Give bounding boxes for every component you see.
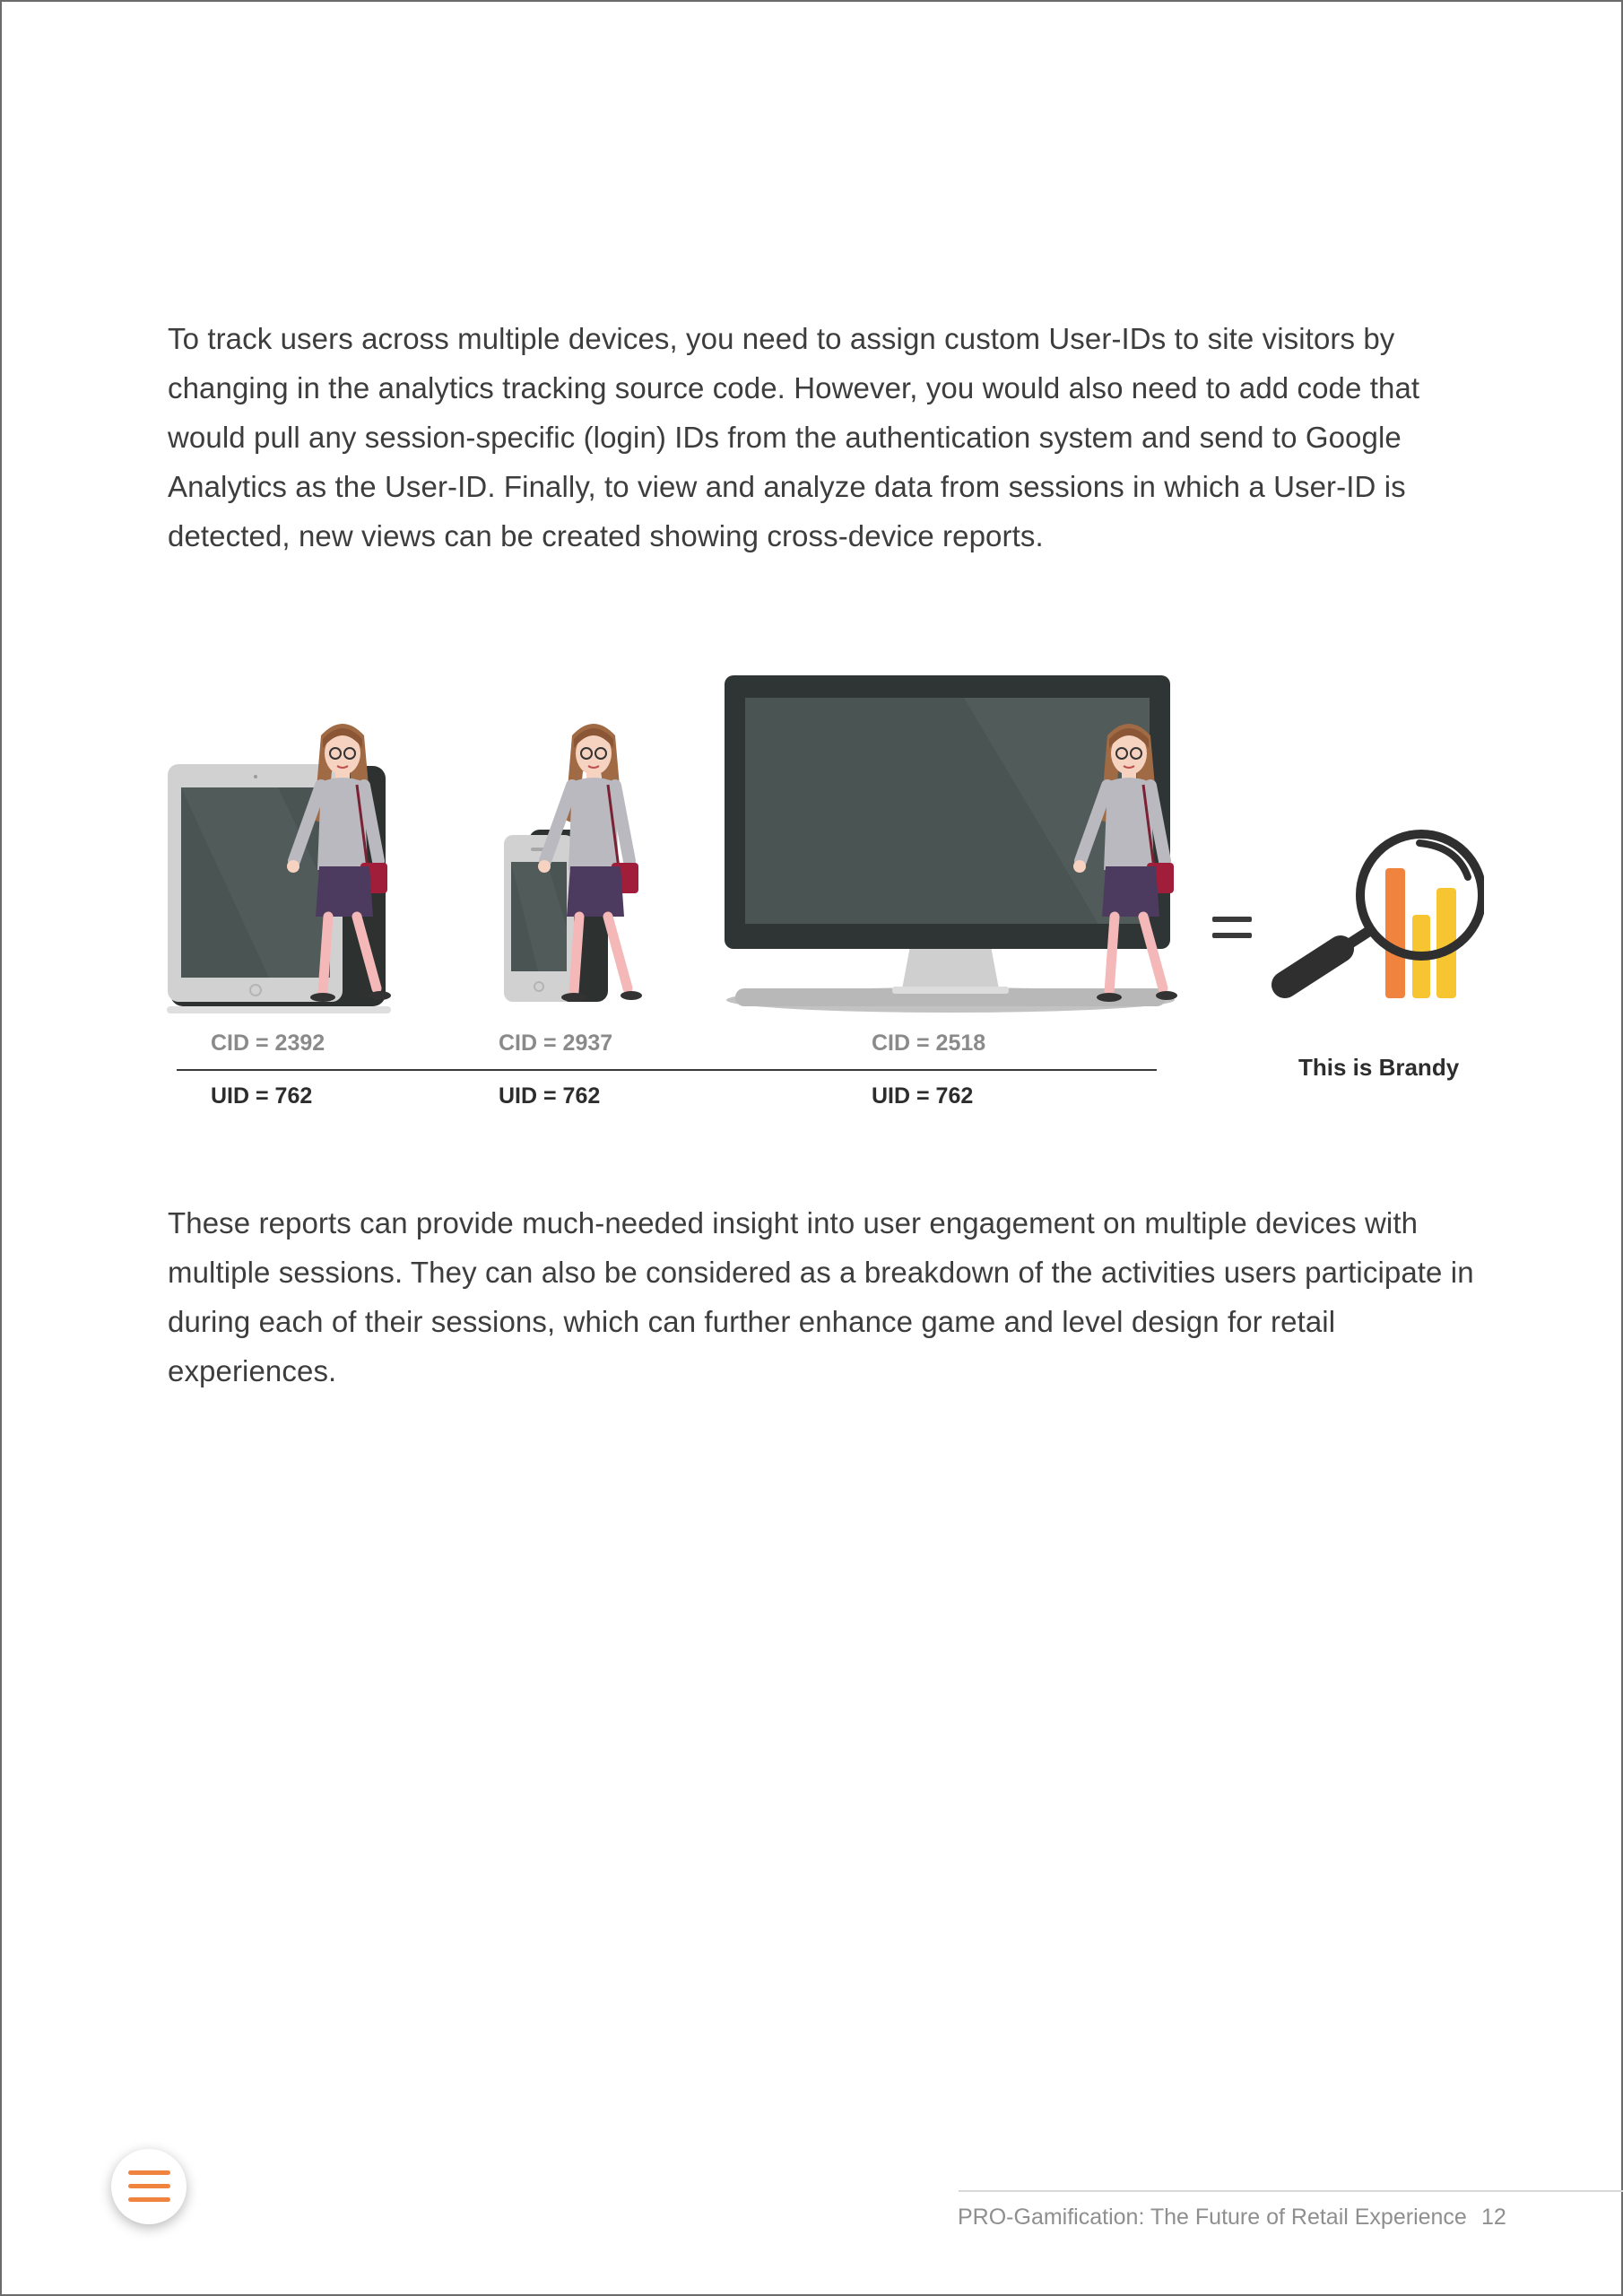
footer-document-title: PRO-Gamification: The Future of Retail Experience [958,2205,1467,2230]
woman-figure-icon [536,718,662,1009]
woman-figure-icon [1072,718,1197,1009]
menu-button[interactable] [111,2149,187,2224]
device-uid-label: UID = 762 [872,1083,974,1109]
reports-paragraph: These reports can provide much-needed insight into user engagement on multiple devices with multiple sessions. They can also be considered as a breakdown of the activities users participate in during each of their sessions, which can further enhance game and level design for retail experiences. [168,1206,1474,1387]
magnifier-analytics-icon [1269,823,1484,1012]
footer-divider [959,2190,1623,2192]
device-cid-label: CID = 2518 [872,1031,986,1056]
equals-icon [1212,917,1252,949]
id-divider [177,1069,1157,1071]
device-cid-label: CID = 2392 [211,1031,325,1056]
page-number: 12 [1481,2205,1506,2230]
result-caption: This is Brandy [1298,1054,1460,1081]
intro-paragraph: To track users across multiple devices, you need to assign custom User-IDs to site visitors by changing in the analytics tracking source code. However, you would also need to add code that would pull any session-specific (login) IDs from the authentication system and send to Google Analytics as the User-ID. Finally, to view and analyze data from sessions in which a User-ID is detected, new views can be created showing cross-device reports. [168,322,1420,552]
device-cid-label: CID = 2937 [499,1031,613,1056]
device-uid-label: UID = 762 [211,1083,313,1109]
device-uid-label: UID = 762 [499,1083,601,1109]
woman-figure-icon [285,718,411,1009]
